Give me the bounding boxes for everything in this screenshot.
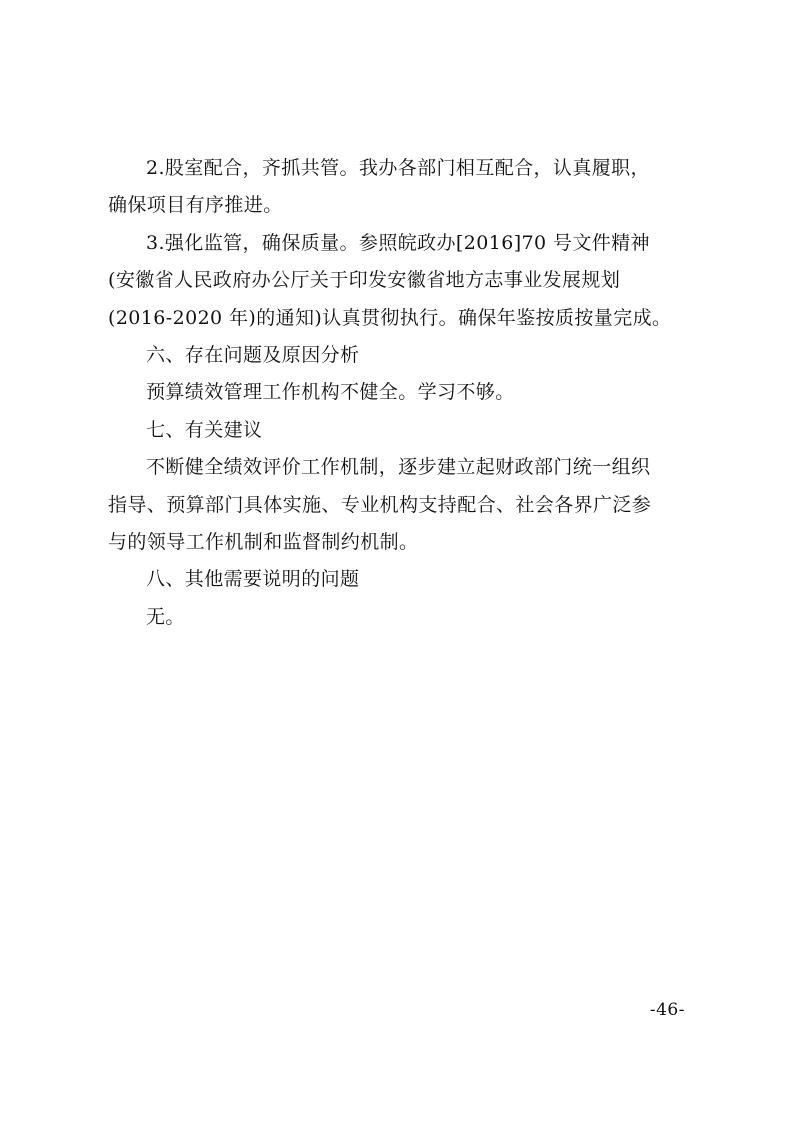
- paragraph-supervision-line-2: (安徽省人民政府办公厅关于印发安徽省地方志事业发展规划: [108, 269, 621, 292]
- document-body: [108, 150, 690, 636]
- paragraph-coordination-line-2: 确保项目有序推进。: [108, 194, 283, 217]
- section-heading-problems: 六、存在问题及原因分析: [146, 344, 360, 367]
- paragraph-coordination-line-1: 2.股室配合，齐抓共管。我办各部门相互配合，认真履职，: [146, 157, 650, 179]
- section-heading-other: 八、其他需要说明的问题: [146, 568, 360, 591]
- paragraph-supervision-line-1: 3.强化监管，确保质量。参照皖政办[2016]70 号文件精神: [146, 231, 650, 254]
- paragraph-problems: 预算绩效管理工作机构不健全。学习不够。: [146, 381, 515, 404]
- page-number: -46-: [649, 1000, 685, 1020]
- paragraph-supervision-line-3: (2016-2020 年)的通知)认真贯彻执行。确保年鉴按质按量完成。: [108, 306, 672, 329]
- paragraph-suggestions-line-1: 不断健全绩效评价工作机制，逐步建立起财政部门统一组织: [146, 456, 651, 479]
- section-heading-suggestions: 七、有关建议: [146, 418, 263, 441]
- paragraph-suggestions-line-3: 与的领导工作机制和监督制约机制。: [108, 531, 419, 554]
- paragraph-suggestions-line-2: 指导、预算部门具体实施、专业机构支持配合、社会各界广泛参: [108, 493, 652, 516]
- paragraph-other: 无。: [146, 605, 185, 628]
